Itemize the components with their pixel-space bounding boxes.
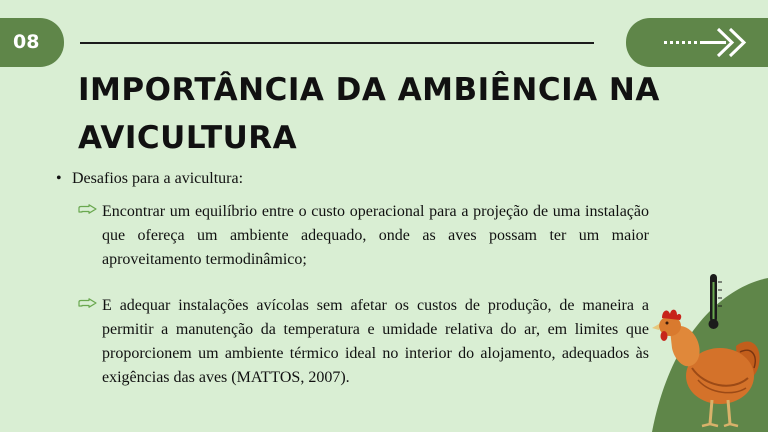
list-item <box>78 294 649 390</box>
slide-number-badge <box>0 18 64 67</box>
list-item-text: E adequar instalações avícolas sem afetar os custos de produção, de maneira a permitir a manutenção da temperatura e umidade relativa do ar, em limites que proporcionem um ambiente térmico ideal no interior do alojamento, adequados às exigências das aves (MATTOS, 2007). <box>102 297 649 386</box>
header-divider <box>80 42 594 44</box>
bullet-text: Desafios para a avicultura: <box>72 170 244 187</box>
hollow-arrow-icon <box>78 204 98 218</box>
page-title: IMPORTÂNCIA DA AMBIÊNCIA NA AVICULTURA <box>78 72 660 156</box>
bullet-dot: • <box>56 170 62 187</box>
list-item <box>78 200 649 272</box>
next-slide-button[interactable] <box>626 18 768 67</box>
slide-number: 08 <box>13 31 40 53</box>
hollow-arrow-icon <box>78 298 98 312</box>
decorative-corner <box>640 268 768 432</box>
next-arrow-icon <box>660 24 756 62</box>
bullet-heading <box>56 167 243 191</box>
list-item-text: Encontrar um equilíbrio entre o custo operacional para a projeção de uma instalação que ofereça um ambiente adequado, onde as aves possam ter um maior aproveitamento termodinâmico; <box>102 203 649 268</box>
